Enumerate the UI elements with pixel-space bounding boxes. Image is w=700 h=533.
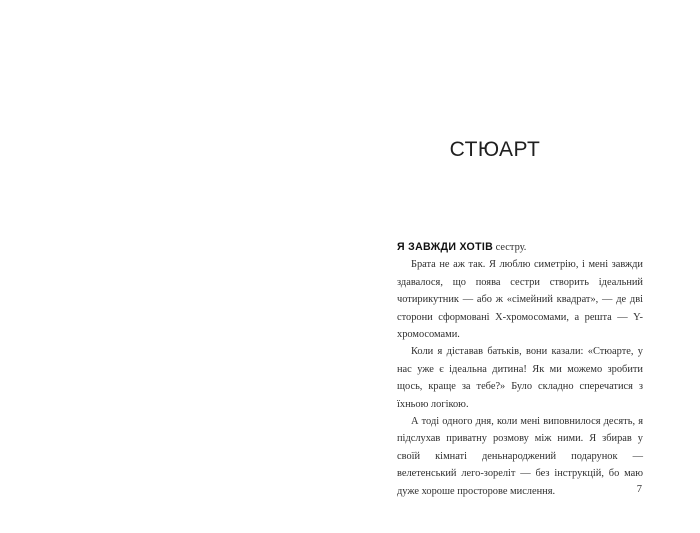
chapter-body (397, 239, 643, 500)
page-number: 7 (636, 484, 642, 495)
body-paragraph-1: Брата не аж так. Я люблю симетрію, і мені завжди здавалося, що поява сестри створить ідеальний чотирикутник — або ж «сімейний квадрат», — де дві сторони сформовані Х-хромосомами, а решта — Y-хромосомами. (397, 259, 643, 341)
body-paragraph-3: А тоді одного дня, коли мені виповнилося десять, я підслухав приватну розмову між ними. Я збирав у своїй кімнаті деньнароджений подарунок — велетенський лего-зореліт — без інструкцій, бо маю дуже хороше просторове мислення. (397, 416, 643, 497)
opening-paragraph (397, 239, 643, 256)
body-paragraph-2: Коли я діставав батьків, вони казали: «Стюарте, у нас уже є ідеальна дитина! Як ми можемо зробити щось, краще за тебе?» Було складно сперечатися з їхньою логікою. (397, 346, 643, 410)
lead-in-text: Я ЗАВЖДИ ХОТІВ (397, 241, 494, 253)
lead-in-continuation: сестру. (493, 242, 527, 253)
chapter-title: СТЮАРТ (449, 138, 541, 162)
